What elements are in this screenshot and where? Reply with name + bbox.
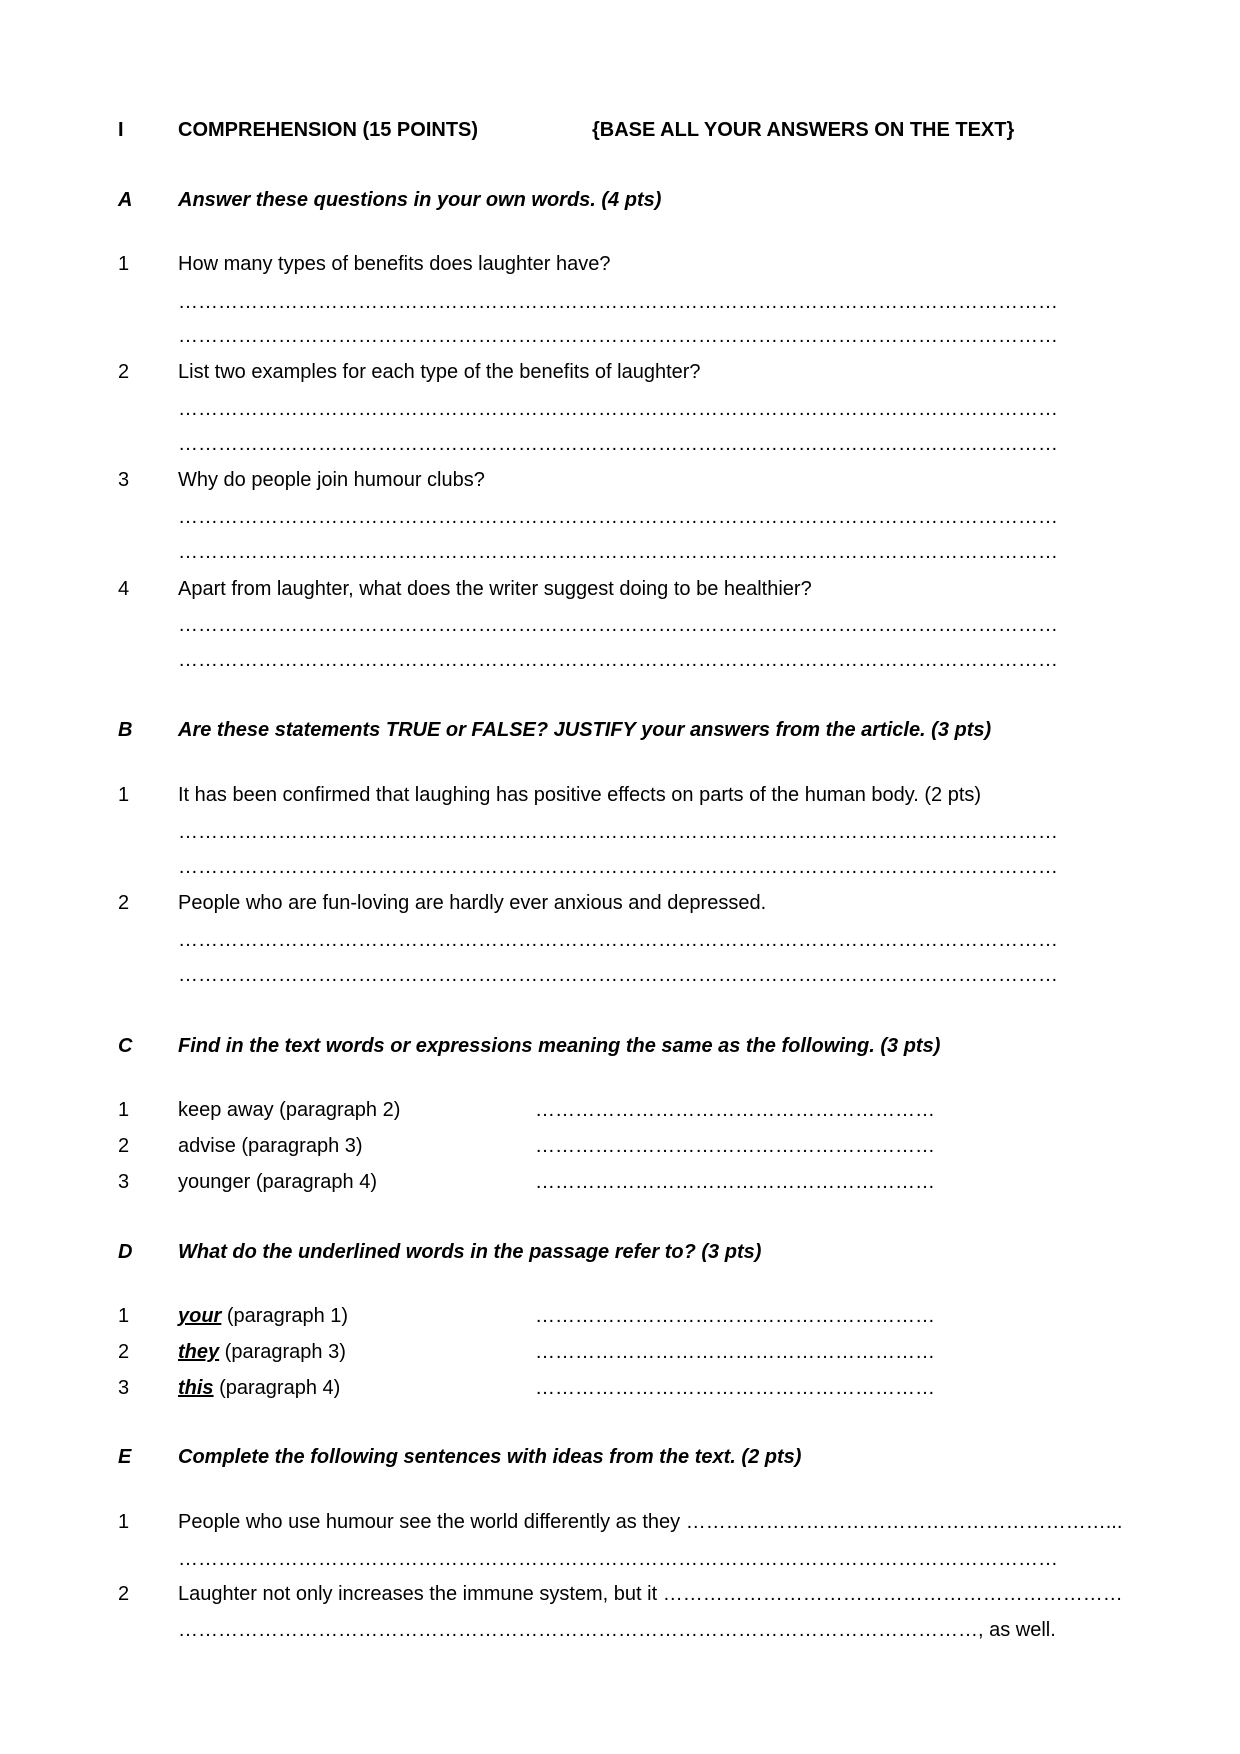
underlined-word: your <box>178 1305 222 1327</box>
question-text: Apart from laughter, what does the writer suggest doing to be healthier? <box>178 578 812 600</box>
question-number: 1 <box>118 253 130 275</box>
section-letter: E <box>118 1446 132 1468</box>
question-number: 2 <box>118 361 130 383</box>
answer-blank[interactable]: …………………………………………………… <box>535 1135 935 1157</box>
question-number: 1 <box>118 784 130 806</box>
answer-line[interactable]: …………………………………………………………………………………………………………………… <box>178 398 1058 420</box>
answer-line[interactable]: …………………………………………………………………………………………………………………… <box>178 506 1058 528</box>
paragraph-ref: (paragraph 1) <box>221 1305 349 1327</box>
answer-line[interactable]: …………………………………………………………………………………………………………………… <box>178 541 1058 563</box>
item-number: 2 <box>118 1341 130 1363</box>
item-number: 3 <box>118 1377 130 1399</box>
answer-line[interactable]: …………………………………………………………………………………………………………………… <box>178 856 1058 878</box>
item-number: 1 <box>118 1511 130 1533</box>
question-text: List two examples for each type of the benefits of laughter? <box>178 361 701 383</box>
item-text: younger (paragraph 4) <box>178 1171 378 1193</box>
answer-blank[interactable]: …………………………………………………… <box>535 1171 935 1193</box>
item-number: 2 <box>118 1135 130 1157</box>
question-text: Why do people join humour clubs? <box>178 469 485 491</box>
section-title: Answer these questions in your own words. (4 pts) <box>178 189 662 211</box>
paragraph-ref: (paragraph 4) <box>213 1377 341 1399</box>
sentence-stem: People who use humour see the world differently as they <box>178 1511 681 1533</box>
section-title: What do the underlined words in the passage refer to? (3 pts) <box>178 1241 762 1263</box>
underlined-word: this <box>178 1377 214 1399</box>
question-number: 4 <box>118 578 130 600</box>
item-number: 1 <box>118 1099 130 1121</box>
paragraph-ref: (paragraph 3) <box>219 1341 346 1363</box>
section-letter: B <box>118 719 133 741</box>
answer-blank[interactable]: …………………………………………………… <box>535 1377 935 1399</box>
underlined-word: they <box>178 1341 220 1363</box>
answer-line[interactable]: …………………………………………………………………………………………………………………… <box>178 821 1058 843</box>
worksheet-title: COMPREHENSION (15 POINTS) <box>178 119 479 141</box>
answer-blank[interactable]: ………………………………………………………... <box>685 1511 1123 1533</box>
section-letter: C <box>118 1035 133 1057</box>
answer-line[interactable]: …………………………………………………………………………………………………………………… <box>178 964 1058 986</box>
answer-line[interactable]: …………………………………………………………………………………………………………………… <box>178 291 1058 313</box>
answer-line[interactable]: …………………………………………………………………………………………………………………… <box>178 325 1058 347</box>
answer-line[interactable]: …………………………………………………………………………………………………………………… <box>178 433 1058 455</box>
item-text <box>178 1340 346 1364</box>
section-title: Complete the following sentences with ideas from the text. (2 pts) <box>178 1446 802 1468</box>
answer-blank[interactable]: …………………………………………………………… <box>662 1583 1123 1605</box>
item-text <box>178 1376 340 1400</box>
section-title: Are these statements TRUE or FALSE? JUSTIFY your answers from the article. (3 pts) <box>178 719 992 741</box>
section-roman-numeral: I <box>118 119 124 141</box>
question-text: It has been confirmed that laughing has positive effects on parts of the human body. (2 pts) <box>178 784 982 806</box>
answer-blank[interactable]: …………………………………………………… <box>535 1099 935 1121</box>
answer-line[interactable]: …………………………………………………………………………………………………………………… <box>178 614 1058 636</box>
question-text: People who are fun-loving are hardly ever anxious and depressed. <box>178 892 767 914</box>
question-text: How many types of benefits does laughter have? <box>178 253 611 275</box>
answer-blank[interactable]: …………………………………………………… <box>535 1305 935 1327</box>
answer-line[interactable]: …………………………………………………………………………………………………………………… <box>178 929 1058 951</box>
answer-line[interactable]: …………………………………………………………………………………………………………………… <box>178 649 1058 671</box>
item-text: keep away (paragraph 2) <box>178 1099 401 1121</box>
item-number: 1 <box>118 1305 130 1327</box>
instruction-note: {BASE ALL YOUR ANSWERS ON THE TEXT} <box>592 119 1015 141</box>
section-title: Find in the text words or expressions meaning the same as the following. (3 pts) <box>178 1035 941 1057</box>
item-text <box>178 1304 348 1328</box>
section-letter: D <box>118 1241 133 1263</box>
answer-line[interactable]: …………………………………………………………………………………………………………, as well. <box>178 1619 1056 1641</box>
item-number: 3 <box>118 1171 130 1193</box>
answer-line[interactable]: …………………………………………………………………………………………………………………… <box>178 1548 1058 1570</box>
sentence-text <box>178 1510 1122 1534</box>
item-text: advise (paragraph 3) <box>178 1135 363 1157</box>
question-number: 3 <box>118 469 130 491</box>
item-number: 2 <box>118 1583 130 1605</box>
sentence-stem: Laughter not only increases the immune system, but it <box>178 1583 658 1605</box>
answer-blank[interactable]: …………………………………………………… <box>535 1341 935 1363</box>
sentence-text <box>178 1582 1123 1606</box>
section-letter: A <box>118 189 133 211</box>
question-number: 2 <box>118 892 130 914</box>
